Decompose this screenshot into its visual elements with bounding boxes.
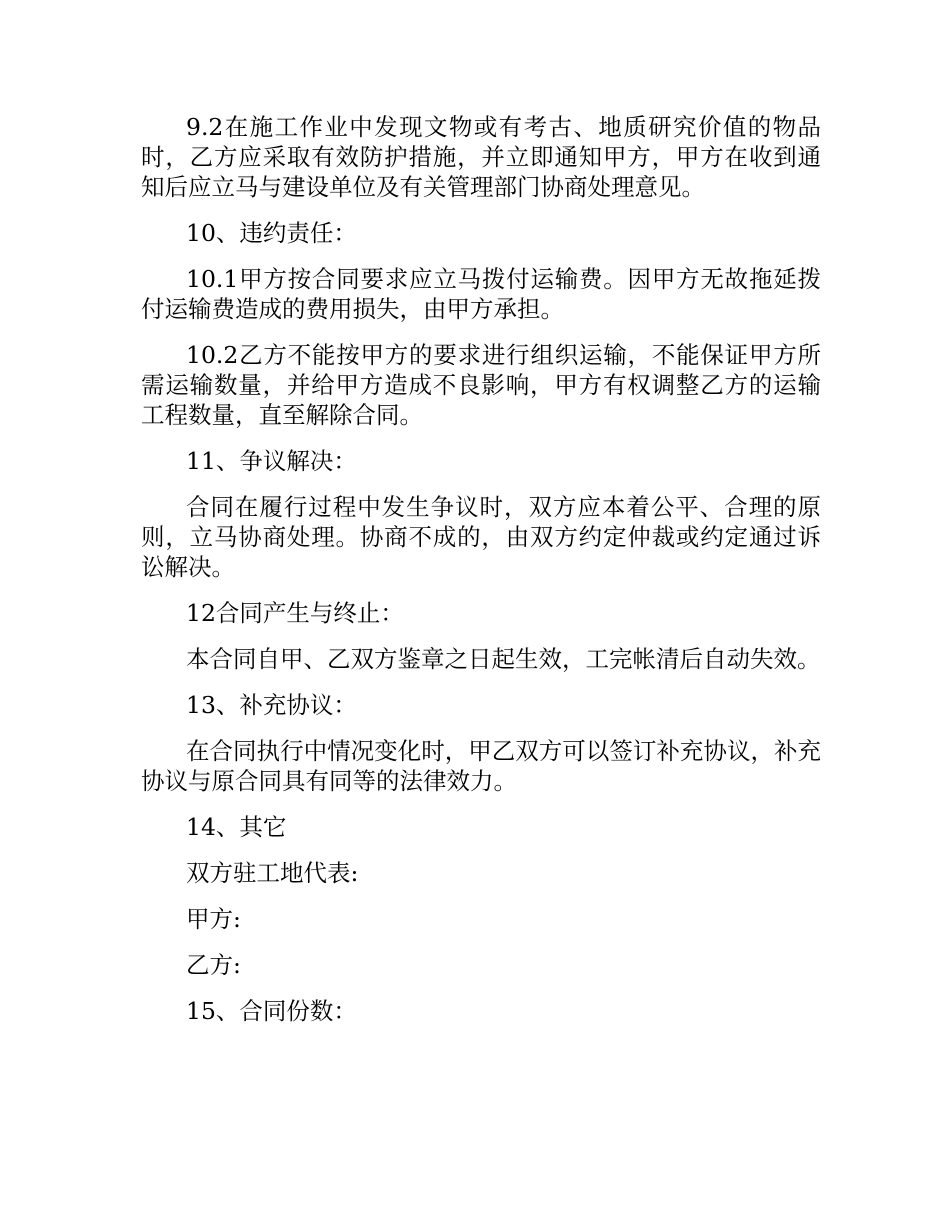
party-a-label: 甲方:: [186, 905, 241, 933]
heading-12-formation-termination: 12合同产生与终止：: [186, 599, 404, 627]
clause-12-body: 本合同自甲、乙双方鉴章之日起生效，工完帐清后自动失效。: [186, 645, 821, 673]
site-representatives-label: 双方驻工地代表:: [186, 859, 359, 887]
heading-10-breach-liability: 10、违约责任：: [186, 219, 357, 247]
heading-15-contract-copies: 15、合同份数：: [186, 997, 357, 1025]
heading-11-dispute-resolution: 11、争议解决：: [186, 447, 357, 475]
clause-10-2: 10.2乙方不能按甲方的要求进行组织运输，不能保证甲方所需运输数量，并给甲方造成不良影响，甲方有权调整乙方的运输工程数量，直至解除合同。: [141, 341, 821, 429]
document-page: [141, 112, 821, 1042]
clause-13-body: 在合同执行中情况变化时，甲乙双方可以签订补充协议，补充协议与原合同具有同等的法律效力。: [141, 737, 821, 795]
clause-11-body: 合同在履行过程中发生争议时，双方应本着公平、合理的原则，立马协商处理。协商不成的，由双方约定仲裁或约定通过诉讼解决。: [141, 493, 821, 581]
clause-10-1: 10.1甲方按合同要求应立马拨付运输费。因甲方无故拖延拨付运输费造成的费用损失，由甲方承担。: [141, 265, 821, 323]
heading-14-other: 14、其它: [186, 813, 287, 841]
clause-9-2: 9.2在施工作业中发现文物或有考古、地质研究价值的物品时，乙方应采取有效防护措施，并立即通知甲方，甲方在收到通知后应立马与建设单位及有关管理部门协商处理意见。: [141, 113, 821, 201]
party-b-label: 乙方:: [186, 951, 241, 979]
heading-13-supplementary-agreement: 13、补充协议：: [186, 691, 357, 719]
